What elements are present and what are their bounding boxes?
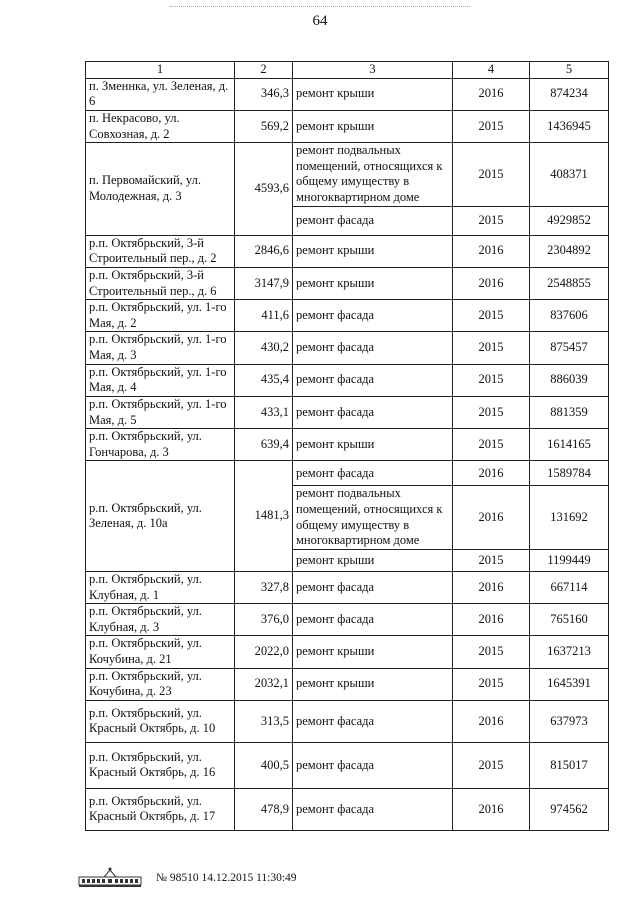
cell-address: р.п. Октябрьский, ул. Гончарова, д. 3 [86, 429, 235, 461]
cell-year: 2016 [453, 486, 530, 550]
table-row [86, 429, 609, 461]
cell-address: р.п. Октябрьский, 3-й Строительный пер., д. 2 [86, 235, 235, 267]
cell-sum: 1614165 [530, 429, 609, 461]
cell-sum: 837606 [530, 300, 609, 332]
cell-year: 2016 [453, 788, 530, 830]
cell-area: 478,9 [235, 788, 293, 830]
table-row [86, 364, 609, 396]
cell-year: 2015 [453, 636, 530, 668]
cell-area: 411,6 [235, 300, 293, 332]
cell-work-type: ремонт крыши [293, 235, 453, 267]
cell-area: 2032,1 [235, 668, 293, 700]
cell-work-type: ремонт крыши [293, 110, 453, 142]
cell-address: р.п. Октябрьский, ул. 1-го Мая, д. 2 [86, 300, 235, 332]
cell-sum: 881359 [530, 396, 609, 428]
table-row [86, 396, 609, 428]
cell-work-type: ремонт фасада [293, 571, 453, 603]
cell-address: р.п. Октябрьский, ул. Красный Октябрь, д. 17 [86, 788, 235, 830]
cell-address: п. Первомайский, ул. Молодежная, д. 3 [86, 143, 235, 236]
cell-sum: 1199449 [530, 549, 609, 571]
table-row [86, 110, 609, 142]
cell-address: р.п. Октябрьский, ул. 1-го Мая, д. 4 [86, 364, 235, 396]
cell-work-type: ремонт крыши [293, 429, 453, 461]
cell-sum: 765160 [530, 604, 609, 636]
building-logo-icon [78, 866, 142, 888]
cell-year: 2015 [453, 206, 530, 235]
cell-sum: 974562 [530, 788, 609, 830]
cell-work-type: ремонт крыши [293, 668, 453, 700]
table-row [86, 571, 609, 603]
cell-sum: 2548855 [530, 267, 609, 299]
cell-area: 1481,3 [235, 461, 293, 572]
table-row [86, 668, 609, 700]
header-col-3: 3 [293, 62, 453, 79]
cell-address: р.п. Октябрьский, ул. Красный Октябрь, д. 16 [86, 742, 235, 788]
cell-sum: 886039 [530, 364, 609, 396]
cell-year: 2015 [453, 300, 530, 332]
cell-year: 2016 [453, 235, 530, 267]
cell-work-type: ремонт фасада [293, 300, 453, 332]
cell-year: 2015 [453, 364, 530, 396]
cell-sum: 1645391 [530, 668, 609, 700]
cell-year: 2015 [453, 143, 530, 207]
header-col-2: 2 [235, 62, 293, 79]
cell-work-type: ремонт фасада [293, 206, 453, 235]
cell-work-type: ремонт фасада [293, 788, 453, 830]
cell-sum: 1436945 [530, 110, 609, 142]
table-row [86, 78, 609, 110]
cell-year: 2015 [453, 549, 530, 571]
table-row [86, 742, 609, 788]
cell-year: 2016 [453, 267, 530, 299]
cell-year: 2015 [453, 332, 530, 364]
cell-work-type: ремонт фасада [293, 461, 453, 486]
table-row [86, 700, 609, 742]
cell-address: п. Зменнка, ул. Зеленая, д. 6 [86, 78, 235, 110]
cell-work-type: ремонт фасада [293, 364, 453, 396]
table-row [86, 267, 609, 299]
cell-address: р.п. Октябрьский, ул. Кочубина, д. 23 [86, 668, 235, 700]
cell-address: р.п. Октябрьский, ул. Красный Октябрь, д. 10 [86, 700, 235, 742]
table-row [86, 235, 609, 267]
footer [78, 866, 398, 888]
cell-sum: 408371 [530, 143, 609, 207]
cell-area: 3147,9 [235, 267, 293, 299]
table-row [86, 788, 609, 830]
cell-address: п. Некрасово, ул. Совхозная, д. 2 [86, 110, 235, 142]
cell-work-type: ремонт подвальных помещений, относящихся к общему имуществу в многоквартирном доме [293, 143, 453, 207]
page-number: 64 [312, 13, 328, 29]
cell-sum: 875457 [530, 332, 609, 364]
cell-work-type: ремонт фасада [293, 396, 453, 428]
header-col-4: 4 [453, 62, 530, 79]
cell-area: 569,2 [235, 110, 293, 142]
table-row [86, 300, 609, 332]
table-body [86, 78, 609, 830]
cell-address: р.п. Октябрьский, ул. Зеленая, д. 10а [86, 461, 235, 572]
cell-year: 2016 [453, 571, 530, 603]
cell-work-type: ремонт подвальных помещений, относящихся к общему имуществу в многоквартирном доме [293, 486, 453, 550]
cell-area: 327,8 [235, 571, 293, 603]
cell-work-type: ремонт фасада [293, 700, 453, 742]
cell-area: 433,1 [235, 396, 293, 428]
table-row [86, 636, 609, 668]
cell-address: р.п. Октябрьский, ул. Кочубина, д. 21 [86, 636, 235, 668]
cell-year: 2016 [453, 700, 530, 742]
cell-sum: 815017 [530, 742, 609, 788]
cell-area: 376,0 [235, 604, 293, 636]
cell-area: 313,5 [235, 700, 293, 742]
cell-sum: 637973 [530, 700, 609, 742]
cell-area: 2022,0 [235, 636, 293, 668]
table-row [86, 604, 609, 636]
table-row [86, 461, 609, 486]
cell-sum: 2304892 [530, 235, 609, 267]
cell-work-type: ремонт крыши [293, 549, 453, 571]
cell-address: р.п. Октябрьский, ул. 1-го Мая, д. 3 [86, 332, 235, 364]
cell-address: р.п. Октябрьский, 3-й Строительный пер., д. 6 [86, 267, 235, 299]
cell-area: 400,5 [235, 742, 293, 788]
cell-year: 2015 [453, 429, 530, 461]
cell-address: р.п. Октябрьский, ул. Клубная, д. 1 [86, 571, 235, 603]
cell-sum: 1589784 [530, 461, 609, 486]
cell-address: р.п. Октябрьский, ул. Клубная, д. 3 [86, 604, 235, 636]
cell-year: 2016 [453, 604, 530, 636]
document-stamp: № 98510 14.12.2015 11:30:49 [156, 872, 297, 884]
cell-year: 2015 [453, 396, 530, 428]
cell-area: 639,4 [235, 429, 293, 461]
cell-sum: 667114 [530, 571, 609, 603]
cell-work-type: ремонт крыши [293, 267, 453, 299]
cell-work-type: ремонт фасада [293, 604, 453, 636]
header-col-1: 1 [86, 62, 235, 79]
cell-address: р.п. Октябрьский, ул. 1-го Мая, д. 5 [86, 396, 235, 428]
top-edge-dots [170, 6, 470, 8]
cell-area: 430,2 [235, 332, 293, 364]
header-row [86, 62, 609, 79]
cell-work-type: ремонт крыши [293, 78, 453, 110]
cell-year: 2016 [453, 461, 530, 486]
cell-area: 435,4 [235, 364, 293, 396]
cell-year: 2015 [453, 110, 530, 142]
cell-sum: 874234 [530, 78, 609, 110]
table-row [86, 143, 609, 207]
cell-work-type: ремонт фасада [293, 742, 453, 788]
cell-sum: 4929852 [530, 206, 609, 235]
cell-work-type: ремонт фасада [293, 332, 453, 364]
cell-work-type: ремонт крыши [293, 636, 453, 668]
cell-area: 346,3 [235, 78, 293, 110]
cell-year: 2015 [453, 668, 530, 700]
cell-area: 4593,6 [235, 143, 293, 236]
cell-year: 2016 [453, 78, 530, 110]
cell-year: 2015 [453, 742, 530, 788]
header-col-5: 5 [530, 62, 609, 79]
cell-sum: 1637213 [530, 636, 609, 668]
cell-sum: 131692 [530, 486, 609, 550]
repair-table [85, 61, 609, 831]
cell-area: 2846,6 [235, 235, 293, 267]
table-row [86, 332, 609, 364]
